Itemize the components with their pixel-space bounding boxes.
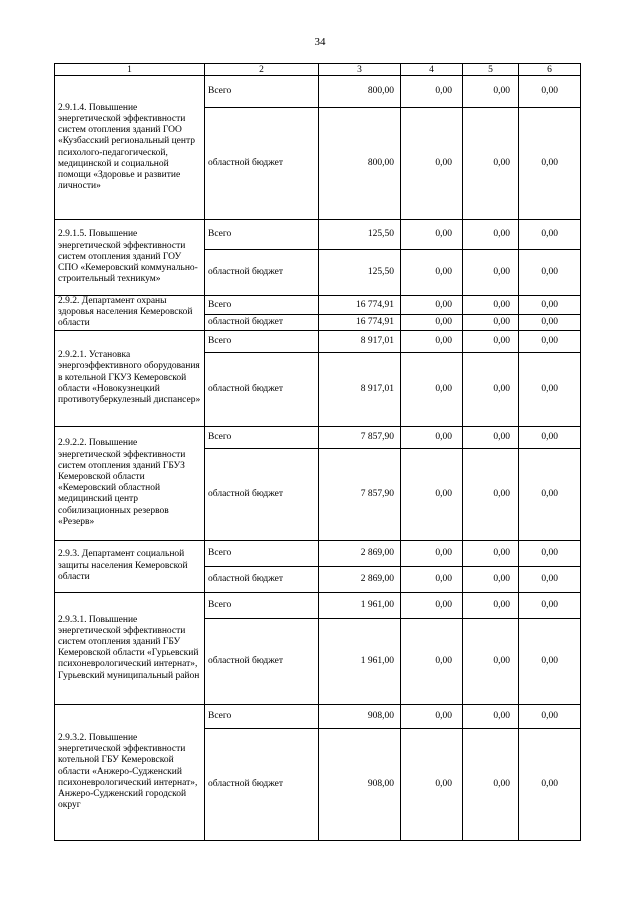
amount-cell: 0,00 <box>463 296 519 315</box>
amount-cell: 16 774,91 <box>319 296 401 315</box>
column-header: 4 <box>401 64 463 76</box>
column-header: 6 <box>519 64 581 76</box>
amount-cell: 0,00 <box>401 352 463 426</box>
funding-source: областной бюджет <box>205 315 319 330</box>
amount-cell: 0,00 <box>401 108 463 220</box>
amount-cell: 125,50 <box>319 250 401 296</box>
column-header: 5 <box>463 64 519 76</box>
funding-source: областной бюджет <box>205 352 319 426</box>
amount-cell: 908,00 <box>319 728 401 840</box>
funding-source: областной бюджет <box>205 728 319 840</box>
page-number: 34 <box>314 36 326 48</box>
item-name: 2.9.3.2. Повышение энергетической эффективности котельной ГБУ Кемеровской области «Анжеро-Судженский психоневрологический интернат», Анжеро-Судженский городской округ <box>55 704 205 840</box>
amount-cell: 0,00 <box>401 728 463 840</box>
amount-cell: 0,00 <box>401 220 463 250</box>
item-name: 2.9.2. Департамент охраны здоровья населения Кемеровской области <box>55 296 205 331</box>
amount-cell: 0,00 <box>519 540 581 566</box>
amount-cell: 16 774,91 <box>319 315 401 330</box>
column-header: 3 <box>319 64 401 76</box>
header-row <box>55 64 581 76</box>
item-name: 2.9.3.1. Повышение энергетической эффективности систем отопления зданий ГБУ Кемеровской области «Гурьевский психоневрологический интернат», Гурьевский муниципальный район <box>55 592 205 704</box>
column-header: 1 <box>55 64 205 76</box>
funding-source: Всего <box>205 220 319 250</box>
amount-cell: 1 961,00 <box>319 592 401 618</box>
funding-source: областной бюджет <box>205 250 319 296</box>
amount-cell: 0,00 <box>463 704 519 728</box>
amount-cell: 0,00 <box>463 76 519 108</box>
amount-cell: 2 869,00 <box>319 540 401 566</box>
amount-cell: 0,00 <box>519 76 581 108</box>
item-name: 2.9.1.5. Повышение энергетической эффективности систем отопления зданий ГОУ СПО «Кемеровский коммунально-строительный техникум» <box>55 220 205 296</box>
amount-cell: 0,00 <box>463 448 519 540</box>
budget-table <box>54 63 581 841</box>
funding-source: Всего <box>205 76 319 108</box>
amount-cell: 0,00 <box>401 618 463 704</box>
amount-cell: 0,00 <box>463 352 519 426</box>
amount-cell: 0,00 <box>401 448 463 540</box>
funding-source: Всего <box>205 296 319 315</box>
amount-cell: 0,00 <box>519 566 581 592</box>
table-row <box>55 330 581 352</box>
item-name: 2.9.2.1. Установка энергоэффективного оборудования в котельной ГКУЗ Кемеровской области «Новокузнецкий противотуберкулезный диспансер» <box>55 330 205 426</box>
funding-source: областной бюджет <box>205 618 319 704</box>
amount-cell: 0,00 <box>463 728 519 840</box>
amount-cell: 0,00 <box>401 704 463 728</box>
amount-cell: 0,00 <box>463 618 519 704</box>
amount-cell: 0,00 <box>519 592 581 618</box>
item-name: 2.9.1.4. Повышение энергетической эффективности систем отопления зданий ГОО «Кузбасский региональный центр психолого-педагогической, медицинской и социальной помощи «Здоровье и развитие личности» <box>55 76 205 220</box>
amount-cell: 0,00 <box>519 296 581 315</box>
funding-source: Всего <box>205 704 319 728</box>
amount-cell: 0,00 <box>401 330 463 352</box>
amount-cell: 8 917,01 <box>319 352 401 426</box>
amount-cell: 0,00 <box>401 315 463 330</box>
funding-source: областной бюджет <box>205 108 319 220</box>
amount-cell: 0,00 <box>519 330 581 352</box>
amount-cell: 0,00 <box>401 76 463 108</box>
amount-cell: 1 961,00 <box>319 618 401 704</box>
table-row <box>55 704 581 728</box>
amount-cell: 0,00 <box>519 250 581 296</box>
amount-cell: 0,00 <box>519 315 581 330</box>
amount-cell: 0,00 <box>463 540 519 566</box>
funding-source: Всего <box>205 330 319 352</box>
amount-cell: 0,00 <box>519 704 581 728</box>
table-body <box>55 76 581 841</box>
item-name: 2.9.3. Департамент социальной защиты населения Кемеровской области <box>55 540 205 592</box>
funding-source: областной бюджет <box>205 448 319 540</box>
amount-cell: 800,00 <box>319 76 401 108</box>
amount-cell: 0,00 <box>519 618 581 704</box>
amount-cell: 125,50 <box>319 220 401 250</box>
amount-cell: 7 857,90 <box>319 448 401 540</box>
amount-cell: 0,00 <box>463 250 519 296</box>
funding-source: Всего <box>205 540 319 566</box>
amount-cell: 0,00 <box>519 728 581 840</box>
amount-cell: 0,00 <box>463 315 519 330</box>
amount-cell: 0,00 <box>463 592 519 618</box>
amount-cell: 0,00 <box>463 566 519 592</box>
table-row <box>55 426 581 448</box>
funding-source: Всего <box>205 426 319 448</box>
table-row <box>55 540 581 566</box>
amount-cell: 0,00 <box>401 592 463 618</box>
table-row <box>55 220 581 250</box>
amount-cell: 0,00 <box>401 426 463 448</box>
amount-cell: 0,00 <box>463 330 519 352</box>
item-name: 2.9.2.2. Повышение энергетической эффективности систем отопления зданий ГБУЗ Кемеровской области «Кемеровский областной медицинский центр собилизационных резервов «Резерв» <box>55 426 205 540</box>
column-header: 2 <box>205 64 319 76</box>
amount-cell: 0,00 <box>401 566 463 592</box>
amount-cell: 0,00 <box>463 426 519 448</box>
funding-source: Всего <box>205 592 319 618</box>
amount-cell: 908,00 <box>319 704 401 728</box>
amount-cell: 0,00 <box>401 250 463 296</box>
funding-source: областной бюджет <box>205 566 319 592</box>
amount-cell: 0,00 <box>401 540 463 566</box>
amount-cell: 0,00 <box>401 296 463 315</box>
table-row <box>55 592 581 618</box>
amount-cell: 0,00 <box>463 108 519 220</box>
amount-cell: 800,00 <box>319 108 401 220</box>
amount-cell: 0,00 <box>463 220 519 250</box>
amount-cell: 0,00 <box>519 108 581 220</box>
table-row <box>55 296 581 315</box>
table-row <box>55 76 581 108</box>
amount-cell: 7 857,90 <box>319 426 401 448</box>
amount-cell: 0,00 <box>519 426 581 448</box>
amount-cell: 8 917,01 <box>319 330 401 352</box>
amount-cell: 0,00 <box>519 220 581 250</box>
amount-cell: 0,00 <box>519 448 581 540</box>
amount-cell: 2 869,00 <box>319 566 401 592</box>
amount-cell: 0,00 <box>519 352 581 426</box>
